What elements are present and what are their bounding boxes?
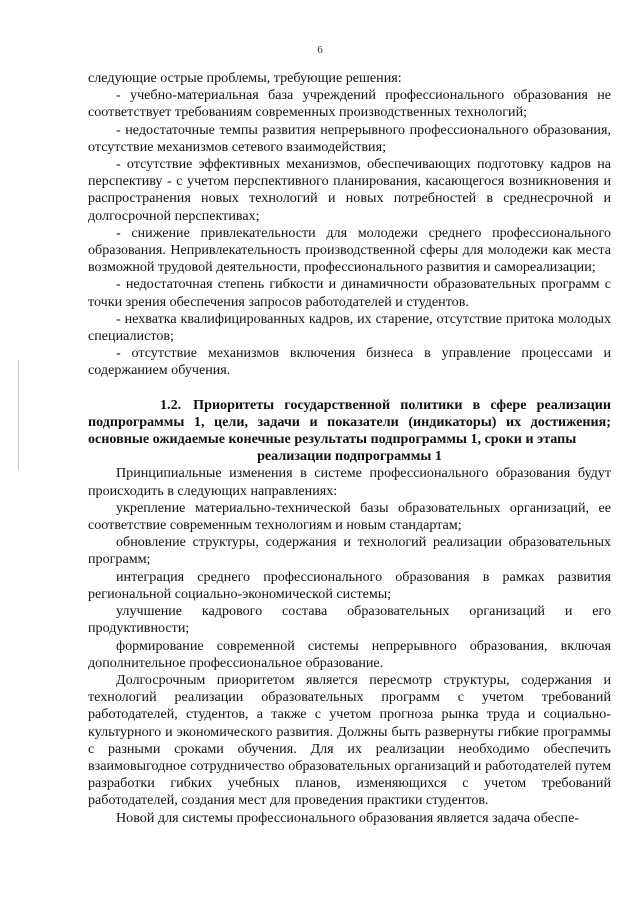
document-body: [88, 70, 611, 827]
problems-list: [88, 87, 611, 379]
directions-intro: Принципиальные изменения в системе профессионального образования будут происходить в следующих направлениях:: [88, 465, 611, 499]
page-number: 6: [317, 44, 323, 56]
direction-item: формирование современной системы непрерывного образования, включая дополнительное профессиональное образование.: [88, 637, 611, 671]
problem-item: - нехватка квалифицированных кадров, их старение, отсутствие притока молодых специалистов;: [88, 310, 611, 345]
problem-item: - учебно-материальная база учреждений профессионального образования не соответствует требованиям современных производственных технологий;: [88, 87, 611, 121]
problem-item: - снижение привлекательности для молодежи среднего профессионального образования. Непривлекательность производственной сферы для молодежи как места возможной трудовой деятельности, профессионального развития и самореализации;: [88, 224, 611, 276]
scan-mark: [18, 360, 19, 470]
section-heading: [88, 397, 611, 466]
final-line: Новой для системы профессионального образования является задача обеспе-: [116, 809, 580, 826]
direction-item: интеграция среднего профессионального образования в рамках развития региональной социально-экономической системы;: [88, 568, 611, 602]
section-number: 1.2.: [160, 396, 182, 413]
direction-item: укрепление материально-технической базы образовательных организаций, ее соответствие современным технологиям и новым стандартам;: [88, 499, 611, 534]
intro-paragraph: следующие острые проблемы, требующие решения:: [88, 70, 402, 86]
section-title: Приоритеты государственной политики в сфере реализации подпрограммы 1, цели, задачи и показатели (индикаторы) их достижения; основные ожидаемые конечные результаты подпрограммы 1, сроки и этапы: [88, 396, 611, 448]
section-spacer: [88, 380, 611, 397]
problem-item: - отсутствие механизмов включения бизнеса в управление процессами и содержанием обучения.: [88, 345, 611, 379]
problem-item: - отсутствие эффективных механизмов, обеспечивающих подготовку кадров на перспективу - с учетом перспективного планирования, касающегося возникновения и распространения новых технологий и новых потребностей в среднесрочной и долгосрочной перспективах;: [88, 156, 611, 224]
section-title-last-line: реализации подпрограммы 1: [257, 448, 442, 465]
problem-item: - недостаточная степень гибкости и динамичности образовательных программ с точки зрения обеспечения запросов работодателей и студентов.: [88, 276, 611, 310]
direction-item: обновление структуры, содержания и технологий реализации образовательных программ;: [88, 534, 611, 568]
problem-item: - недостаточные темпы развития непрерывного профессионального образования, отсутствие механизмов сетевого взаимодействия;: [88, 121, 611, 155]
direction-item: улучшение кадрового состава образовательных организаций и его продуктивности;: [88, 603, 611, 637]
long-term-priority-paragraph: Долгосрочным приоритетом является пересмотр структуры, содержания и технологий реализации образовательных программ с учетом требований работодателей, студентов, а также с учетом прогноза рынка труда и социально-культурного и экономического развития. Должны быть развернуты гибкие программы с разными сроками обучения. Для их реализации необходимо обеспечить взаимовыгодное сотрудничество образовательных организаций и работодателей путем разработки гибких учебных планов, изменяющихся с учетом требований работодателей, создания мест для проведения практики студентов.: [88, 671, 611, 809]
directions-list: [88, 500, 611, 672]
